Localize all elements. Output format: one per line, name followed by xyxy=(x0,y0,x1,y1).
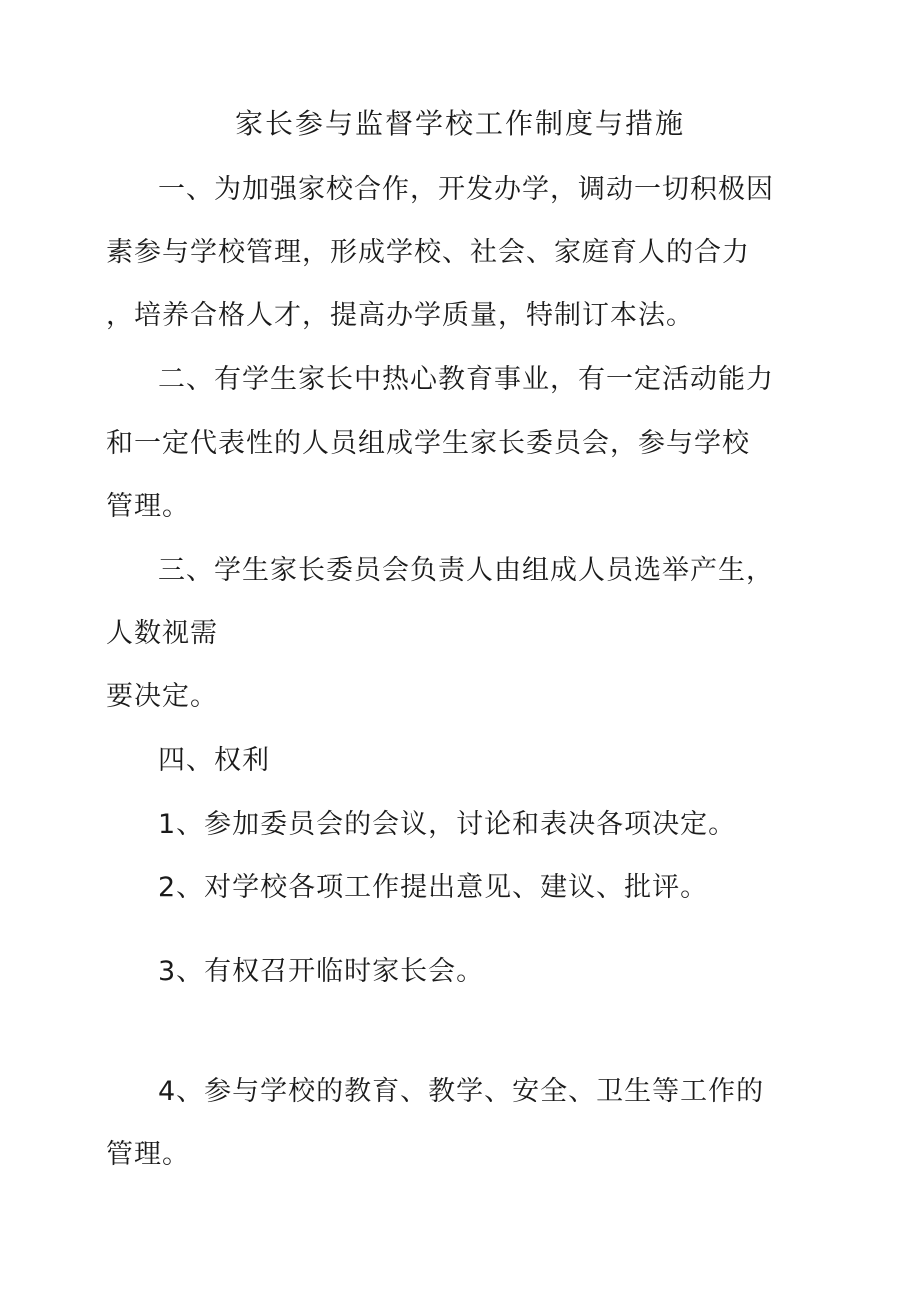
paragraph-line: 二、有学生家长中热心教育事业，有一定活动能力 xyxy=(158,364,774,395)
list-item: 3、有权召开临时家长会。 xyxy=(158,956,485,987)
paragraph-line: 素参与学校管理，形成学校、社会、家庭育人的合力 xyxy=(106,237,750,268)
list-item: 2、对学校各项工作提出意见、建议、批评。 xyxy=(158,872,709,903)
paragraph-line: ，培养合格人才，提高办学质量，特制订本法。 xyxy=(106,300,694,331)
paragraph-line: 人数视需 xyxy=(106,618,218,649)
paragraph-line: 和一定代表性的人员组成学生家长委员会，参与学校 xyxy=(106,428,750,459)
section-heading: 四、权利 xyxy=(158,745,270,776)
paragraph-line: 管理。 xyxy=(106,491,190,522)
paragraph-line: 三、学生家长委员会负责人由组成人员选举产生， xyxy=(158,555,774,586)
list-item: 4、参与学校的教育、教学、安全、卫生等工作的 xyxy=(158,1076,765,1107)
list-item: 1、参加委员会的会议，讨论和表决各项决定。 xyxy=(158,809,737,840)
document-title: 家长参与监督学校工作制度与措施 xyxy=(234,107,685,140)
paragraph-line: 管理。 xyxy=(106,1139,190,1170)
paragraph-line: 要决定。 xyxy=(106,681,218,712)
paragraph-line: 一、为加强家校合作，开发办学，调动一切积极因 xyxy=(158,174,774,205)
